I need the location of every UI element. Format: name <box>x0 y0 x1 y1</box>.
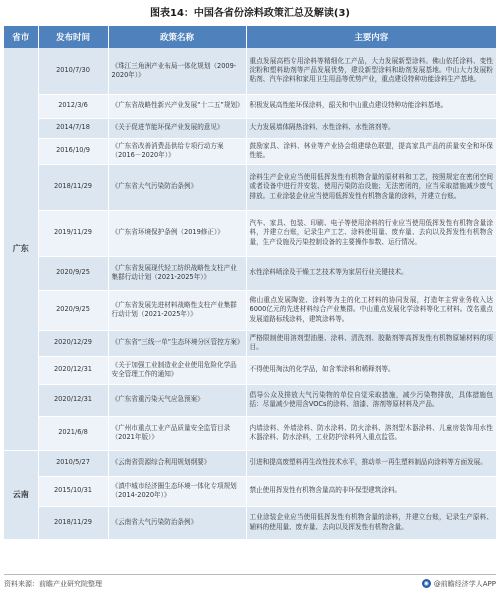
date-cell: 2015/10/31 <box>38 476 108 506</box>
policy-name-cell: 《云南省大气污染防治条例》 <box>108 506 246 539</box>
date-cell: 2020/12/31 <box>38 356 108 384</box>
content-cell: 大力发展墙体隔热涂料、水性涂料、水性溶剂等。 <box>246 118 496 138</box>
table-body <box>4 48 496 539</box>
policy-name-cell: 《广东省大气污染防治条例》 <box>108 164 246 210</box>
brand-label: @前瞻经济学人APP <box>433 579 496 588</box>
date-cell: 2016/10/9 <box>38 138 108 164</box>
policy-table <box>4 26 496 540</box>
policy-name-cell: 《广东省“三线一单”生态环境分区管控方案》 <box>108 330 246 356</box>
policy-name-cell: 《珠江三角洲产业布局一体化规划（2009-2020年）》 <box>108 48 246 94</box>
policy-name-cell: 《滇中城市经济圈生态环境一体化专项规划（2014-2020年）》 <box>108 476 246 506</box>
content-cell: 汽车、家具、包装、印刷、电子等使用涂料的行业应当使用低挥发性有机物含量涂料，并建立台账，记录生产工艺、涂料使用量、废弃量、去向以及挥发性有机物含量，生产设施及污染控制设备的主要操作参数、运行情况。 <box>246 210 496 256</box>
policy-name-cell: 《关于加强工业制造业企业使用危险化学品安全管理工作的通知》 <box>108 356 246 384</box>
date-cell: 2010/5/27 <box>38 450 108 476</box>
policy-name-cell: 《广东省战略性新兴产业发展“十二五”规划》 <box>108 94 246 118</box>
content-cell: 涂料生产企业应当使用低挥发性有机物含量的原材料和工艺，按照规定在密闭空间或者设备中进行并安装、使用污染防治设施；无法密闭的，应当采取措施减少废气排放。工业涂装企业应当使用低挥发性有机物含量的涂料，并建立台账。 <box>246 164 496 210</box>
content-cell: 引进和提高废塑料再生改性技术水平，推动单一再生塑料制品向涂料等方面发展。 <box>246 450 496 476</box>
table-row <box>4 450 496 476</box>
content-cell: 禁止使用挥发性有机物含量高的非环保型建筑涂料。 <box>246 476 496 506</box>
date-cell: 2019/11/29 <box>38 210 108 256</box>
date-cell: 2020/9/25 <box>38 256 108 290</box>
policy-name-cell: 《广东省发展先进材料战略性支柱产业集群行动计划（2021-2025年）》 <box>108 290 246 330</box>
policy-name-cell: 《广州市重点工业产品质量安全监管目录（2021年版）》 <box>108 416 246 450</box>
policy-name-cell: 《关于促进节能环保产业发展的意见》 <box>108 118 246 138</box>
province-cell: 广东 <box>4 48 38 450</box>
table-row <box>4 330 496 356</box>
table-row <box>4 118 496 138</box>
table-row <box>4 290 496 330</box>
date-cell: 2018/11/29 <box>38 164 108 210</box>
content-cell: 积极发展高性能环保涂料，韶关和中山重点建设特种功能涂料基地。 <box>246 94 496 118</box>
province-cell: 云南 <box>4 450 38 539</box>
table-row <box>4 416 496 450</box>
content-cell: 严格限制使用溶剂型油墨、涂料、清洗剂、胶黏剂等高挥发性有机物原辅材料的项目。 <box>246 330 496 356</box>
content-cell: 倡导公众及排放大气污染物的单位自觉采取措施，减少污染物排放，具体措施包括：尽量减少使用含VOCs的涂料、油漆、溶剂等原材料及产品。 <box>246 384 496 416</box>
date-cell: 2020/12/29 <box>38 330 108 356</box>
brand-mark <box>422 579 496 589</box>
content-cell: 工业涂装企业应当使用低挥发性有机物含量的涂料，并建立台账，记录生产原料、辅料的使用量、废弃量、去向以及挥发性有机物含量。 <box>246 506 496 539</box>
table-row <box>4 476 496 506</box>
content-cell: 水性涂料喷涂及干燥工艺技术等为家居行业关键技术。 <box>246 256 496 290</box>
source-note: 资料来源：前瞻产业研究院整理 <box>4 579 102 588</box>
date-cell: 2010/7/30 <box>38 48 108 94</box>
table-row <box>4 356 496 384</box>
table-row <box>4 384 496 416</box>
content-cell: 鼓励家具、涂料、林业等产业协会组建绿色联盟，提高家具产品的质量安全和环保性能。 <box>246 138 496 164</box>
header-province: 省市 <box>4 26 38 48</box>
table-row <box>4 94 496 118</box>
header-content: 主要内容 <box>246 26 496 48</box>
table-row <box>4 164 496 210</box>
table-row <box>4 138 496 164</box>
qianzhan-logo-icon: ◉ <box>423 580 429 587</box>
content-cell: 不得使用淘汰的化学品，如含苯涂料和稀释剂等。 <box>246 356 496 384</box>
content-cell: 内墙涂料、外墙涂料、防水涂料、防火涂料、溶剂型木器涂料、儿童房装饰用水性木器涂料、防水涂料，工业防护涂料列入重点监管。 <box>246 416 496 450</box>
date-cell: 2018/11/29 <box>38 506 108 539</box>
date-cell: 2014/7/18 <box>38 118 108 138</box>
date-cell: 2020/9/25 <box>38 290 108 330</box>
date-cell: 2021/6/8 <box>38 416 108 450</box>
table-row <box>4 210 496 256</box>
table-row <box>4 256 496 290</box>
policy-name-cell: 《广东省环境保护条例（2019修正）》 <box>108 210 246 256</box>
date-cell: 2012/3/6 <box>38 94 108 118</box>
policy-name-cell: 《广东省改善消费品供给专项行动方案（2016－2020年）》 <box>108 138 246 164</box>
page-title: 图表14：中国各省份涂料政策汇总及解读(3) <box>149 8 350 19</box>
content-cell: 重点发展高档专用涂料等精细化工产品，大力发展新型涂料。佛山依托涂料、变性淀粉和塑料助剂等产品发展优势，建设新型涂料和助剂发展基地。中山大力发展粉粘剂、汽车涂料和家用卫生用品等优势产业，重点建设特种功能涂料生产基地。 <box>246 48 496 94</box>
policy-name-cell: 《广东省发展现代轻工纺织战略性支柱产业集群行动计划（2021-2025年）》 <box>108 256 246 290</box>
table-row <box>4 506 496 539</box>
table-row <box>4 48 496 94</box>
header-date: 发布时间 <box>38 26 108 48</box>
header-policy-name: 政策名称 <box>108 26 246 48</box>
policy-name-cell: 《云南省资源综合利用规划纲要》 <box>108 450 246 476</box>
content-cell: 佛山重点发展陶瓷、涂料等为主的化工材料的协同发展，打造年主营业务收入达6000亿元的先进材料综合产业集群。中山重点发展化学涂料等化工材料。茂名重点发展道路标线涂料，建筑涂料等。 <box>246 290 496 330</box>
footer <box>4 574 496 590</box>
policy-name-cell: 《广东省重污染天气应急预案》 <box>108 384 246 416</box>
table-header-row <box>4 26 496 48</box>
date-cell: 2020/12/31 <box>38 384 108 416</box>
